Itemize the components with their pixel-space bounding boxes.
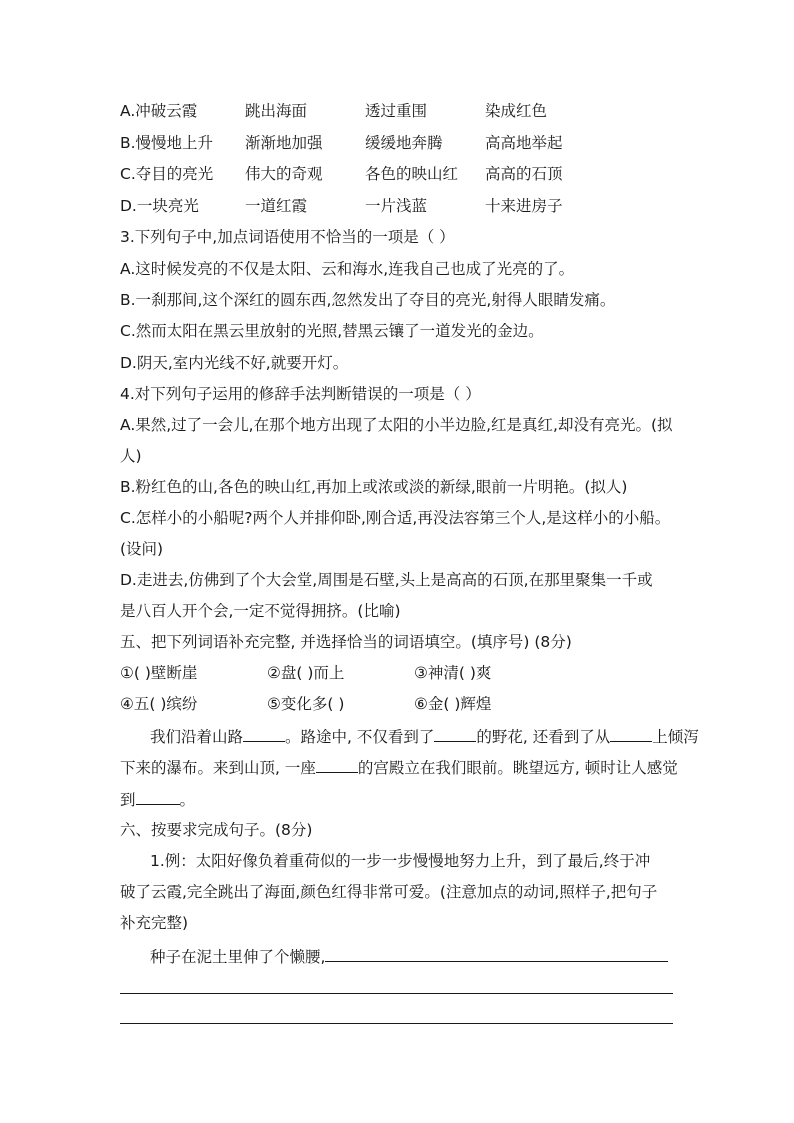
q2-option-label: D.一块亮光 <box>120 197 199 215</box>
paragraph-text: 上倾泻 <box>652 728 699 746</box>
q4-option-c-line2: (设问) <box>120 540 164 558</box>
section5-paragraph-line1 <box>150 725 699 748</box>
paragraph-text: 下来的瀑布。来到山顶, 一座 <box>120 759 316 777</box>
word-blank-2: ②盘( )而上 <box>267 664 345 682</box>
q3-option-a: A.这时候发亮的不仅是太阳、云和海水,连我自己也成了光亮的了。 <box>120 260 575 278</box>
q2-option-item: 染成红色 <box>485 102 548 120</box>
q2-option-item: 渐渐地加强 <box>245 134 323 152</box>
section5-title: 五、把下列词语补充完整, 并选择恰当的词语填空。(填序号) (8分) <box>120 633 572 651</box>
q2-option-item: 一片浅蓝 <box>365 197 428 215</box>
paragraph-text: 的野花, 还看到了从 <box>476 728 611 746</box>
q4-option-a-line1: A.果然,过了一会儿,在那个地方出现了太阳的小半边脸,红是真红,却没有亮光。(拟 <box>120 416 673 434</box>
word-blank-4: ④五( )缤纷 <box>120 695 198 713</box>
paragraph-text: 到 <box>120 791 136 809</box>
section5-words-row2 <box>120 693 491 715</box>
q4-option-a-line2: 人) <box>120 447 142 465</box>
word-blank-5: ⑤变化多( ) <box>267 695 345 713</box>
q3-option-d: D.阴天,室内光线不好,就要开灯。 <box>120 354 349 372</box>
fill-blank-4[interactable] <box>316 756 358 773</box>
q2-option-item: 缓缓地奔腾 <box>365 134 443 152</box>
q2-option-row-a <box>120 100 547 122</box>
q2-option-label: B.慢慢地上升 <box>120 134 214 152</box>
q4-option-d-line2: 是八百人开个会,一定不觉得拥挤。(比喻) <box>120 602 401 620</box>
q2-option-row-d <box>120 195 563 217</box>
paragraph-text: 。路途中, 不仅看到了 <box>285 728 435 746</box>
q4-stem: 4.对下列句子运用的修辞手法判断错误的一项是（ ） <box>120 385 481 403</box>
section5-paragraph-line2 <box>120 756 678 779</box>
section6-example-line3: 补充完整) <box>120 914 189 932</box>
section6-example-line2: 破了云霞,完全跳出了海面,颜色红得非常可爱。(注意加点的动词,照样子,把句子 <box>120 883 658 901</box>
section6-title: 六、按要求完成句子。(8分) <box>120 821 313 839</box>
q2-option-item: 透过重围 <box>365 102 428 120</box>
section6-example-line1: 1.例：太阳好像负着重荷似的一步一步慢慢地努力上升，到了最后,终于冲 <box>150 852 651 870</box>
paragraph-text: 我们沿着山路 <box>150 728 244 746</box>
section6-prompt <box>150 945 668 968</box>
word-blank-1: ①( )壁断崖 <box>120 664 198 682</box>
q2-option-item: 跳出海面 <box>245 102 308 120</box>
q3-option-b: B.一刹那间,这个深红的圆东西,忽然发出了夺目的亮光,射得人眼睛发痛。 <box>120 291 616 309</box>
answer-line-1[interactable] <box>325 945 668 962</box>
q4-option-b: B.粉红色的山,各色的映山红,再加上或浓或淡的新绿,眼前一片明艳。(拟人) <box>120 478 628 496</box>
q2-option-item: 十来进房子 <box>485 197 563 215</box>
fill-blank-2[interactable] <box>434 725 476 742</box>
q2-option-row-b <box>120 132 563 154</box>
answer-line-2[interactable] <box>120 993 673 994</box>
word-blank-3: ③神清( )爽 <box>414 664 492 682</box>
paragraph-text: 。 <box>179 791 196 809</box>
q2-option-item: 高高地举起 <box>485 134 563 152</box>
q2-option-item: 高高的石顶 <box>485 165 563 183</box>
q2-option-item: 各色的映山红 <box>365 165 459 183</box>
q2-option-label: A.冲破云霞 <box>120 102 198 120</box>
fill-blank-5[interactable] <box>136 788 180 805</box>
q3-stem: 3.下列句子中,加点词语使用不恰当的一项是（ ） <box>120 228 455 246</box>
q3-option-c: C.然而太阳在黑云里放射的光照,替黑云镶了一道发光的金边。 <box>120 322 544 340</box>
q2-option-item: 伟大的奇观 <box>245 165 323 183</box>
fill-blank-3[interactable] <box>610 725 652 742</box>
q2-option-item: 一道红霞 <box>245 197 308 215</box>
prompt-text: 种子在泥土里伸了个懒腰, <box>150 948 326 966</box>
word-blank-6: ⑥金( )辉煌 <box>414 695 492 713</box>
q2-option-row-c <box>120 163 563 185</box>
q4-option-c-line1: C.怎样小的小船呢?两个人并排仰卧,刚合适,再没法容第三个人,是这样小的小船。 <box>120 509 671 527</box>
section5-words-row1 <box>120 662 491 684</box>
answer-line-3[interactable] <box>120 1023 673 1024</box>
section5-paragraph-line3 <box>120 788 195 811</box>
q4-option-d-line1: D.走进去,仿佛到了个大会堂,周围是石壁,头上是高高的石顶,在那里聚集一千或 <box>120 571 653 589</box>
fill-blank-1[interactable] <box>243 725 285 742</box>
paragraph-text: 的宫殿立在我们眼前。眺望远方, 顿时让人感觉 <box>357 759 678 777</box>
q2-option-label: C.夺目的亮光 <box>120 165 214 183</box>
